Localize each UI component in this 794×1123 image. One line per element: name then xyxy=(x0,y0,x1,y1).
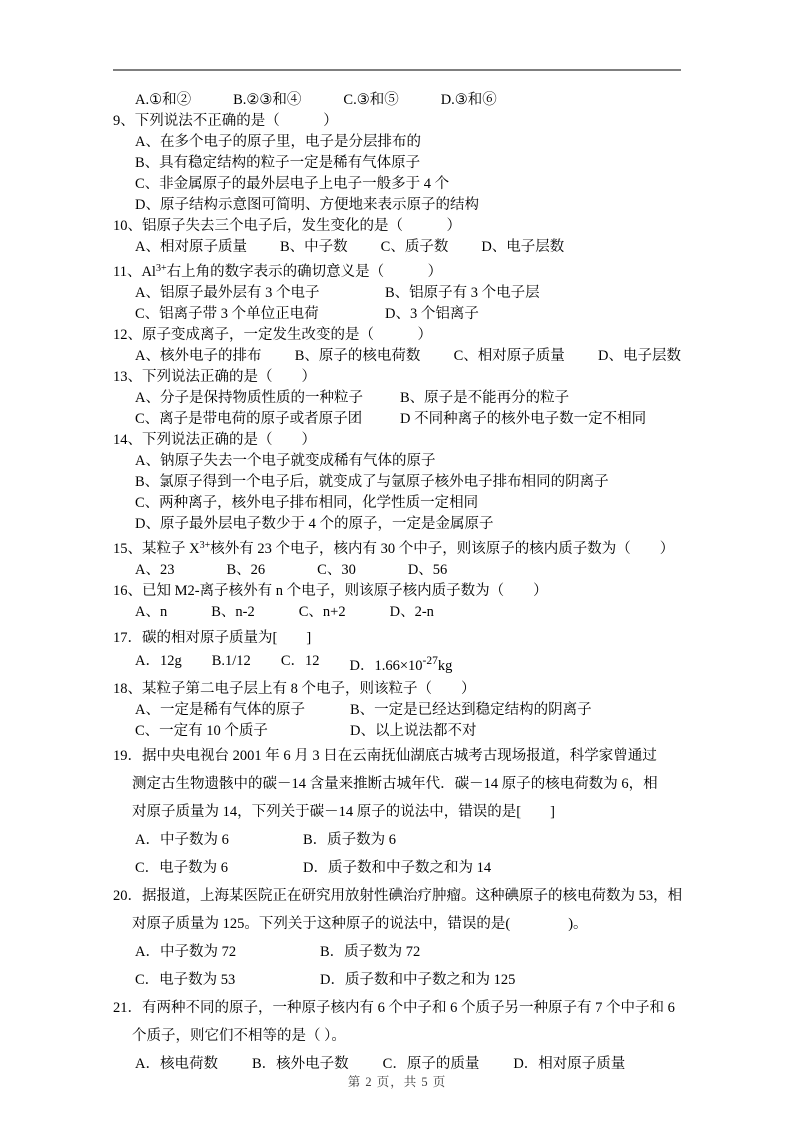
q12-stem: 12、原子变成离子，一定发生改变的是（ ） xyxy=(113,327,432,343)
q14-option-d: D、原子最外层电子数少于 4 个的原子，一定是金属原子 xyxy=(135,516,494,532)
q15-stem xyxy=(113,535,683,560)
q17-option-b: B.1/12 xyxy=(211,653,251,669)
q9-option-a: A、在多个电子的原子里，电子是分层排布的 xyxy=(135,134,421,150)
page-footer: 第 2 页，共 5 页 xyxy=(347,1075,447,1089)
q16-option-c: C、n+2 xyxy=(298,604,346,620)
q8-option-d: D.③和⑥ xyxy=(440,92,497,108)
q13-options-row-1 xyxy=(113,388,683,409)
q10-option-d: D、电子层数 xyxy=(481,239,565,255)
q15-option-a: A、23 xyxy=(135,562,175,578)
q17-option-d-pre: D．1.66×10 xyxy=(349,658,423,674)
q16-option-a: A、n xyxy=(135,604,168,620)
q19-option-c: C．电子数为 6 xyxy=(135,860,229,876)
q20-option-c: C．电子数为 53 xyxy=(135,972,236,988)
q11-option-c: C、铝离子带 3 个单位正电荷 xyxy=(135,306,319,322)
q19-option-d: D．质子数和中子数之和为 14 xyxy=(303,860,492,876)
q19-options-row-1 xyxy=(113,826,683,854)
q12-option-b: B、原子的核电荷数 xyxy=(294,348,421,364)
q19-option-a: A．中子数为 6 xyxy=(135,832,229,848)
q18-options-row-1 xyxy=(113,700,683,721)
q11-superscript: 3+ xyxy=(155,263,167,274)
q13-options-row-2 xyxy=(113,409,683,430)
q21-stem-line-2: 个质子，则它们不相等的是（ ）。 xyxy=(132,1028,346,1044)
q11-stem-post: 右上角的数字表示的确切意义是（ ） xyxy=(166,264,443,280)
q12-option-a: A、核外电子的排布 xyxy=(135,348,262,364)
q13-option-d: D 不同种离子的核外电子数一定不相同 xyxy=(400,411,647,427)
q20-stem-line-1: 20．据报道，上海某医院正在研究用放射性碘治疗肿瘤。这种碘原子的核电荷数为 53，相 xyxy=(113,888,683,904)
q8-options-row xyxy=(113,90,683,111)
q13-option-b: B、原子是不能再分的粒子 xyxy=(400,390,570,406)
q11-options-row-1 xyxy=(113,283,683,304)
q11-stem xyxy=(113,258,683,283)
q20-option-d: D．质子数和中子数之和为 125 xyxy=(320,972,516,988)
q9-option-b: B、具有稳定结构的粒子一定是稀有气体原子 xyxy=(135,155,421,171)
q9-option-c: C、非金属原子的最外层电子上电子一般多于 4 个 xyxy=(135,176,450,192)
q18-option-d: D、以上说法都不对 xyxy=(350,723,477,739)
q14-option-b: B、氯原子得到一个电子后，就变成了与氩原子核外电子排布相同的阴离子 xyxy=(135,474,609,490)
q8-option-c: C.③和⑤ xyxy=(343,92,399,108)
q17-option-d xyxy=(349,649,452,679)
q21-option-b: B．核外电子数 xyxy=(251,1056,349,1072)
q16-stem: 16、已知 M2-离子核外有 n 个电子，则该原子核内质子数为（ ） xyxy=(113,583,548,599)
q8-option-a: A.①和② xyxy=(135,92,192,108)
q16-options-row xyxy=(113,602,683,623)
q11-stem-pre: 11、Al xyxy=(113,264,156,280)
q15-option-b: B、26 xyxy=(226,562,266,578)
q11-options-row-2 xyxy=(113,304,683,325)
q11-option-d: D、3 个铝离子 xyxy=(385,306,479,322)
q12-option-d: D、电子层数 xyxy=(597,348,681,364)
q10-option-a: A、相对原子质量 xyxy=(135,239,247,255)
q20-option-a: A．中子数为 72 xyxy=(135,944,237,960)
q15-stem-pre: 15、某粒子 X xyxy=(113,541,200,557)
q14-stem: 14、下列说法正确的是（ ） xyxy=(113,432,316,448)
section-wide-spacing xyxy=(113,742,683,1078)
q17-option-d-post: kg xyxy=(437,658,453,674)
header-rule xyxy=(113,69,681,71)
q15-options-row xyxy=(113,560,683,581)
q19-stem-line-2: 测定古生物遗骸中的碳－14 含量来推断古城年代．碳－14 原子的核电荷数为 6，相 xyxy=(132,776,658,792)
q21-option-d: D．相对原子质量 xyxy=(513,1056,626,1072)
q11-option-b: B、铝原子有 3 个电子层 xyxy=(385,285,540,301)
q18-option-a: A、一定是稀有气体的原子 xyxy=(135,702,305,718)
q19-stem-line-1: 19．据中央电视台 2001 年 6 月 3 日在云南抚仙湖底古城考古现场报道，科学家曾通过 xyxy=(113,748,657,764)
q15-option-d: D、56 xyxy=(407,562,448,578)
q17-option-a: A．12g xyxy=(135,653,182,669)
q11-option-a: A、铝原子最外层有 3 个电子 xyxy=(135,285,320,301)
q18-option-c: C、一定有 10 个质子 xyxy=(135,723,268,739)
q17-option-c: C．12 xyxy=(280,653,320,669)
q13-stem: 13、下列说法正确的是（ ） xyxy=(113,369,316,385)
q8-option-b: B.②③和④ xyxy=(233,92,302,108)
q14-option-c: C、两种离子，核外电子排布相同，化学性质一定相同 xyxy=(135,495,479,511)
q14-option-a: A、钠原子失去一个电子就变成稀有气体的原子 xyxy=(135,453,436,469)
q17-stem: 17．碳的相对原子质量为[ ] xyxy=(113,630,312,646)
q20-options-row-2 xyxy=(113,966,683,994)
q12-option-c: C、相对原子质量 xyxy=(453,348,565,364)
q19-options-row-2 xyxy=(113,854,683,882)
q15-superscript: 3+ xyxy=(199,540,211,551)
q20-option-b: B．质子数为 72 xyxy=(320,944,421,960)
q18-stem: 18、某粒子第二电子层上有 8 个电子，则该粒子（ ） xyxy=(113,681,476,697)
q12-options-row xyxy=(113,346,683,367)
q13-option-c: C、离子是带电荷的原子或者原子团 xyxy=(135,411,363,427)
q18-option-b: B、一定是已经达到稳定结构的阴离子 xyxy=(350,702,592,718)
q18-options-row-2 xyxy=(113,721,683,742)
q10-options-row xyxy=(113,237,683,258)
q17-options-row xyxy=(113,649,683,679)
q13-option-a: A、分子是保持物质性质的一种粒子 xyxy=(135,390,363,406)
q21-option-a: A．核电荷数 xyxy=(135,1056,218,1072)
q21-option-c: C．原子的质量 xyxy=(382,1056,480,1072)
q19-stem-line-3: 对原子质量为 14，下列关于碳－14 原子的说法中，错误的是[ ] xyxy=(132,804,555,820)
q10-stem: 10、铝原子失去三个电子后，发生变化的是（ ） xyxy=(113,218,461,234)
q21-stem-line-1: 21．有两种不同的原子，一种原子核内有 6 个中子和 6 个质子另一种原子有 7 个中子和 6 xyxy=(113,1000,675,1016)
q15-stem-post: 核外有 23 个电子，核内有 30 个中子，则该原子的核内质子数为（ ） xyxy=(210,541,675,557)
q9-option-d: D、原子结构示意图可简明、方便地来表示原子的结构 xyxy=(135,197,479,213)
q10-option-c: C、质子数 xyxy=(380,239,449,255)
q19-option-b: B．质子数为 6 xyxy=(303,832,397,848)
q16-option-d: D、2-n xyxy=(389,604,434,620)
q20-options-row-1 xyxy=(113,938,683,966)
q16-option-b: B、n-2 xyxy=(211,604,255,620)
q15-option-c: C、30 xyxy=(317,562,356,578)
q9-stem: 9、下列说法不正确的是（ ） xyxy=(113,113,338,129)
page-body xyxy=(113,90,683,1078)
q20-stem-line-2: 对原子质量为 125。下列关于这种原子的说法中，错误的是( )。 xyxy=(132,916,588,932)
q17-option-d-superscript: -27 xyxy=(422,655,438,667)
q10-option-b: B、中子数 xyxy=(279,239,348,255)
